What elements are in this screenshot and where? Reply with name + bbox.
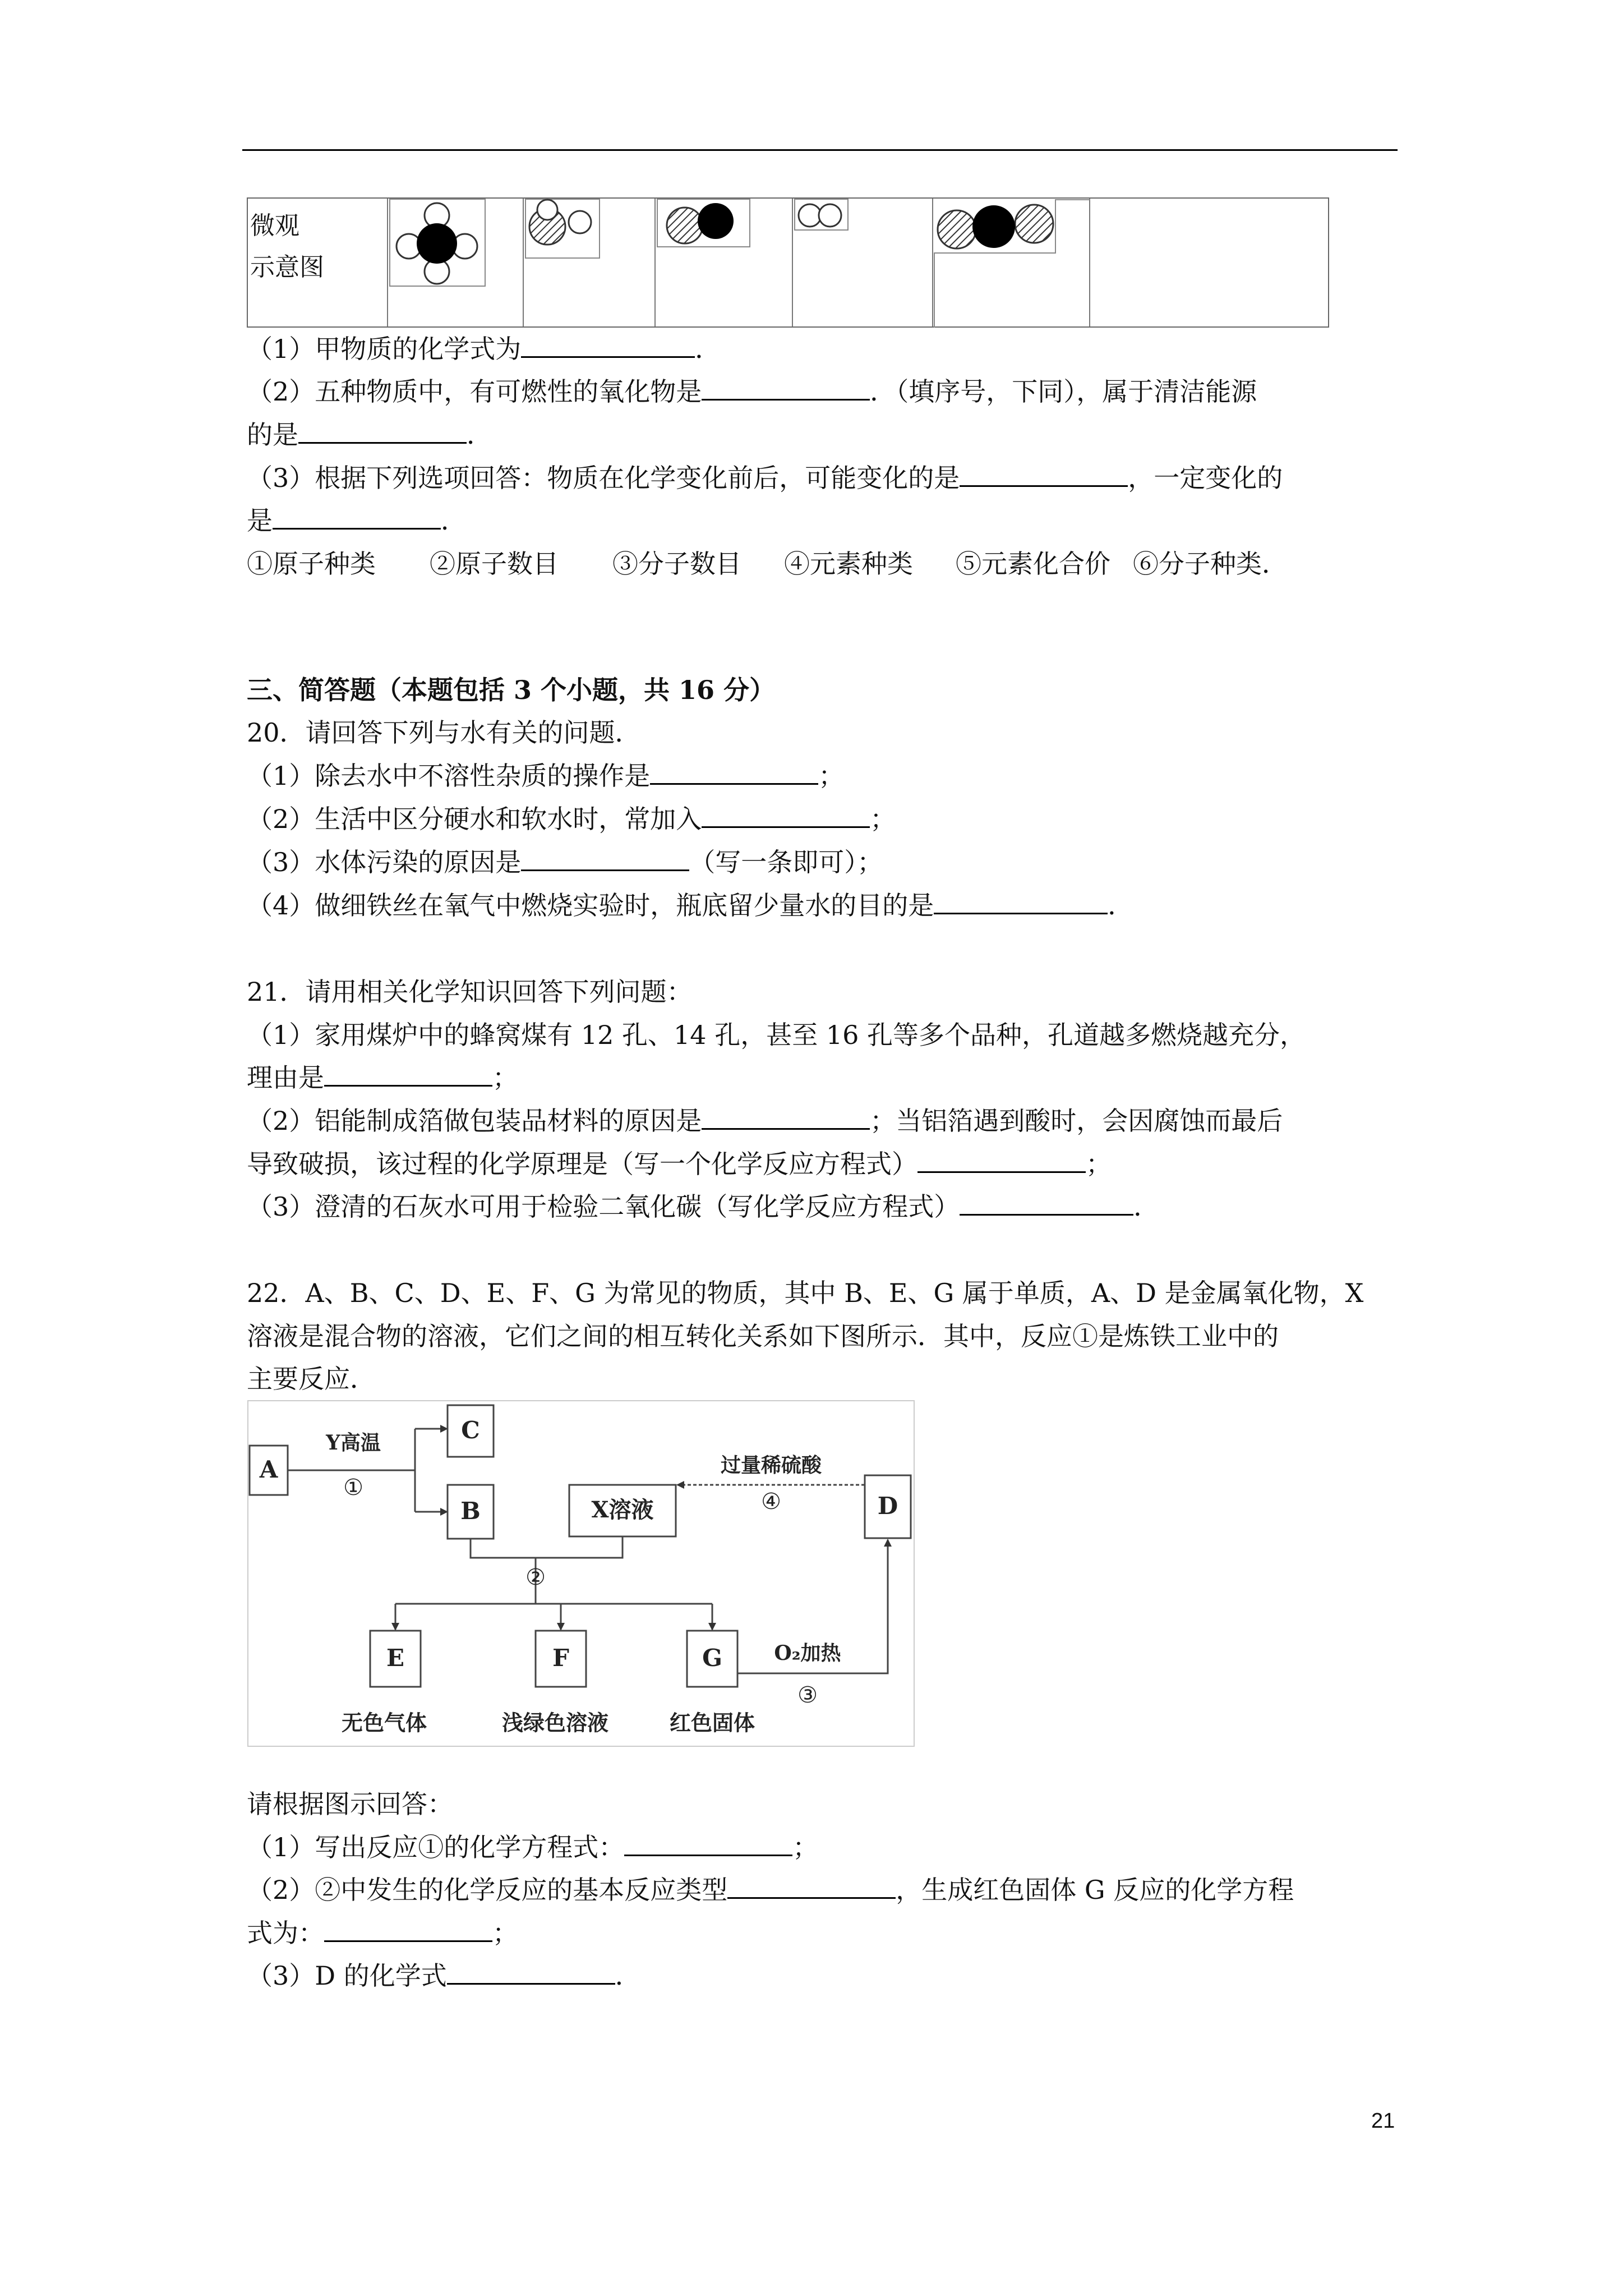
q20-p3a-text: （3）水体污染的原因是 (247, 847, 522, 877)
label-G: 红色固体 (669, 1710, 755, 1736)
box-B-label: B (460, 1497, 481, 1525)
table-cell-molecule-1 (388, 199, 524, 326)
q20-p1-text: （1）除去水中不溶性杂质的操作是 (247, 761, 651, 791)
q22-part1: （1）写出反应①的化学方程式： ； (247, 1832, 819, 1862)
answer-blank[interactable] (702, 1106, 870, 1130)
molecule-4-diagram (794, 199, 850, 232)
table-cell-molecule-5 (933, 199, 1090, 326)
q19-p2b-text: ．（填序号，下同），属于清洁能源 (870, 376, 1257, 407)
option-2: ②原子数目 (430, 549, 559, 579)
answer-blank[interactable] (273, 505, 441, 530)
table-row-label (250, 205, 379, 288)
q21-p2b-text: ；当铝箔遇到酸时，会因腐蚀而最后 (870, 1106, 1283, 1136)
answer-blank[interactable] (960, 1191, 1133, 1216)
cond-3-label: O₂加热 (774, 1641, 841, 1665)
q22-part2 (247, 1873, 1294, 1907)
q22-stem-line3: 主要反应． (247, 1364, 376, 1394)
q20-part2: （2）生活中区分硬水和软水时，常加入 ； (247, 804, 896, 834)
answer-blank[interactable] (624, 1832, 792, 1856)
box-D-label: D (877, 1492, 898, 1520)
option-5: ⑤元素化合价 (956, 549, 1110, 579)
box-G-label: G (702, 1644, 722, 1672)
table-cell-molecule-4 (793, 199, 933, 326)
table-cell-molecule-2 (524, 199, 656, 326)
q21-part3: （3）澄清的石灰水可用于检验二氧化碳（写化学反应方程式） ． (247, 1191, 1160, 1222)
label-F: 浅绿色溶液 (501, 1710, 609, 1736)
molecule-table (247, 197, 1329, 328)
q19-part1: （1）甲物质的化学式为 ． (247, 334, 721, 364)
molecule-5-diagram (933, 199, 1090, 328)
answer-blank[interactable] (702, 804, 870, 828)
option-3: ③分子数目 (612, 549, 741, 579)
header-rule (242, 149, 1398, 151)
answer-blank[interactable] (324, 1062, 492, 1087)
q19-part3-cont: 是 ． (247, 505, 467, 536)
q20-p3b-text: （写一条即可）； (689, 847, 883, 877)
q20-part1: （1）除去水中不溶性杂质的操作是 ； (247, 761, 845, 791)
table-label-cell (248, 199, 388, 326)
answer-blank[interactable] (324, 1918, 492, 1942)
q21-p2c-text: 导致破损，该过程的化学原理是（写一个化学反应方程式） (247, 1149, 917, 1179)
reaction-flow-diagram (247, 1400, 915, 1747)
q22-stem-line2: 溶液是混合物的溶液，它们之间的相互转化关系如下图所示．其中，反应①是炼铁工业中的 (247, 1321, 1279, 1351)
q21-part1: （1）家用煤炉中的蜂窝煤有 12 孔、14 孔，甚至 16 孔等多个品种，孔道越多燃烧越充分， (247, 1020, 1306, 1050)
box-F-label: F (552, 1644, 569, 1672)
q21-part2 (247, 1104, 1283, 1138)
answer-blank[interactable] (727, 1875, 896, 1899)
q20-p4-text: （4）做细铁丝在氧气中燃烧实验时，瓶底留少量水的目的是 (247, 890, 934, 921)
q19-p1-text: （1）甲物质的化学式为 (247, 334, 522, 364)
q21-part2-cont: 导致破损，该过程的化学原理是（写一个化学反应方程式） ； (247, 1149, 1112, 1179)
molecule-3-diagram (657, 199, 752, 249)
page-number: 21 (1371, 2109, 1395, 2133)
q19-p3b-text: ，一定变化的 (1128, 463, 1283, 493)
q19-part2 (247, 375, 1257, 408)
box-X-label: X溶液 (591, 1497, 654, 1523)
q19-options (247, 547, 1288, 581)
option-1: ①原子种类 (247, 549, 376, 579)
table-cell-empty (1090, 199, 1330, 326)
q19-part3 (247, 461, 1283, 495)
q20-part4: （4）做细铁丝在氧气中燃烧实验时，瓶底留少量水的目的是 ． (247, 890, 1134, 921)
q19-part2-cont: 的是 ． (247, 420, 492, 450)
q19-p2a-text: （2）五种物质中，有可燃性的氧化物是 (247, 376, 702, 407)
answer-blank[interactable] (960, 463, 1128, 487)
box-E-label: E (386, 1644, 405, 1672)
reaction-4-number: ④ (761, 1489, 781, 1515)
q22-p1-text: （1）写出反应①的化学方程式： (247, 1832, 625, 1862)
row-label-line1: 微观 (250, 211, 299, 240)
q21-p1b-text: 理由是 (247, 1062, 324, 1093)
cond-4-label: 过量稀硫酸 (720, 1453, 822, 1477)
answer-blank[interactable] (521, 334, 695, 358)
table-cell-molecule-3 (656, 199, 793, 326)
option-6: ⑥分子种类． (1133, 549, 1288, 579)
q22-p2a-text: （2）②中发生的化学反应的基本反应类型 (247, 1875, 728, 1905)
q22-part3: （3）D 的化学式 ． (247, 1961, 641, 1991)
answer-blank[interactable] (702, 376, 870, 401)
q21-stem: 21．请用相关化学知识回答下列问题： (247, 977, 693, 1007)
q22-p2c-text: 式为： (247, 1918, 324, 1948)
q22-stem-line1: 22．A、B、C、D、E、F、G 为常见的物质，其中 B、E、G 属于单质，A、D 是金属氧化物，X (247, 1278, 1364, 1308)
q19-p2c-text: 的是 (247, 420, 298, 450)
answer-blank[interactable] (934, 890, 1108, 914)
q19-p3a-text: （3）根据下列选项回答：物质在化学变化前后，可能变化的是 (247, 463, 960, 493)
q21-p3-text: （3）澄清的石灰水可用于检验二氧化碳（写化学反应方程式） (247, 1191, 960, 1222)
row-label-line2: 示意图 (250, 253, 324, 282)
answer-blank[interactable] (447, 1961, 615, 1985)
q19-p3c-text: 是 (247, 505, 273, 536)
q20-part3 (247, 845, 883, 879)
cond-1-label: Y高温 (326, 1431, 381, 1455)
molecule-2-diagram (525, 199, 603, 260)
q20-p2-text: （2）生活中区分硬水和软水时，常加入 (247, 804, 702, 834)
answer-blank[interactable] (521, 847, 689, 871)
option-4: ④元素种类 (784, 549, 913, 579)
answer-blank[interactable] (917, 1149, 1086, 1173)
reaction-2-number: ② (525, 1565, 546, 1590)
reaction-1-number: ① (343, 1475, 363, 1501)
label-E: 无色气体 (341, 1710, 427, 1736)
box-C-label: C (461, 1416, 480, 1444)
q20-stem: 20．请回答下列与水有关的问题． (247, 717, 641, 748)
q22-p2b-text: ，生成红色固体 G 反应的化学方程 (896, 1875, 1294, 1905)
q22-p3-text: （3）D 的化学式 (247, 1961, 447, 1991)
answer-blank[interactable] (650, 761, 818, 785)
q21-part1-cont: 理由是 ； (247, 1062, 518, 1093)
answer-blank[interactable] (298, 420, 467, 444)
section3-title: 三、简答题（本题包括 3 个小题，共 16 分） (247, 675, 776, 705)
box-A-label: A (259, 1456, 278, 1483)
molecule-1-diagram (389, 199, 490, 288)
q22-part2-cont: 式为： ； (247, 1918, 518, 1948)
reaction-3-number: ③ (797, 1682, 818, 1708)
q21-p2a-text: （2）铝能制成箔做包装品材料的原因是 (247, 1106, 702, 1136)
q22-prompt: 请根据图示回答： (247, 1789, 453, 1819)
